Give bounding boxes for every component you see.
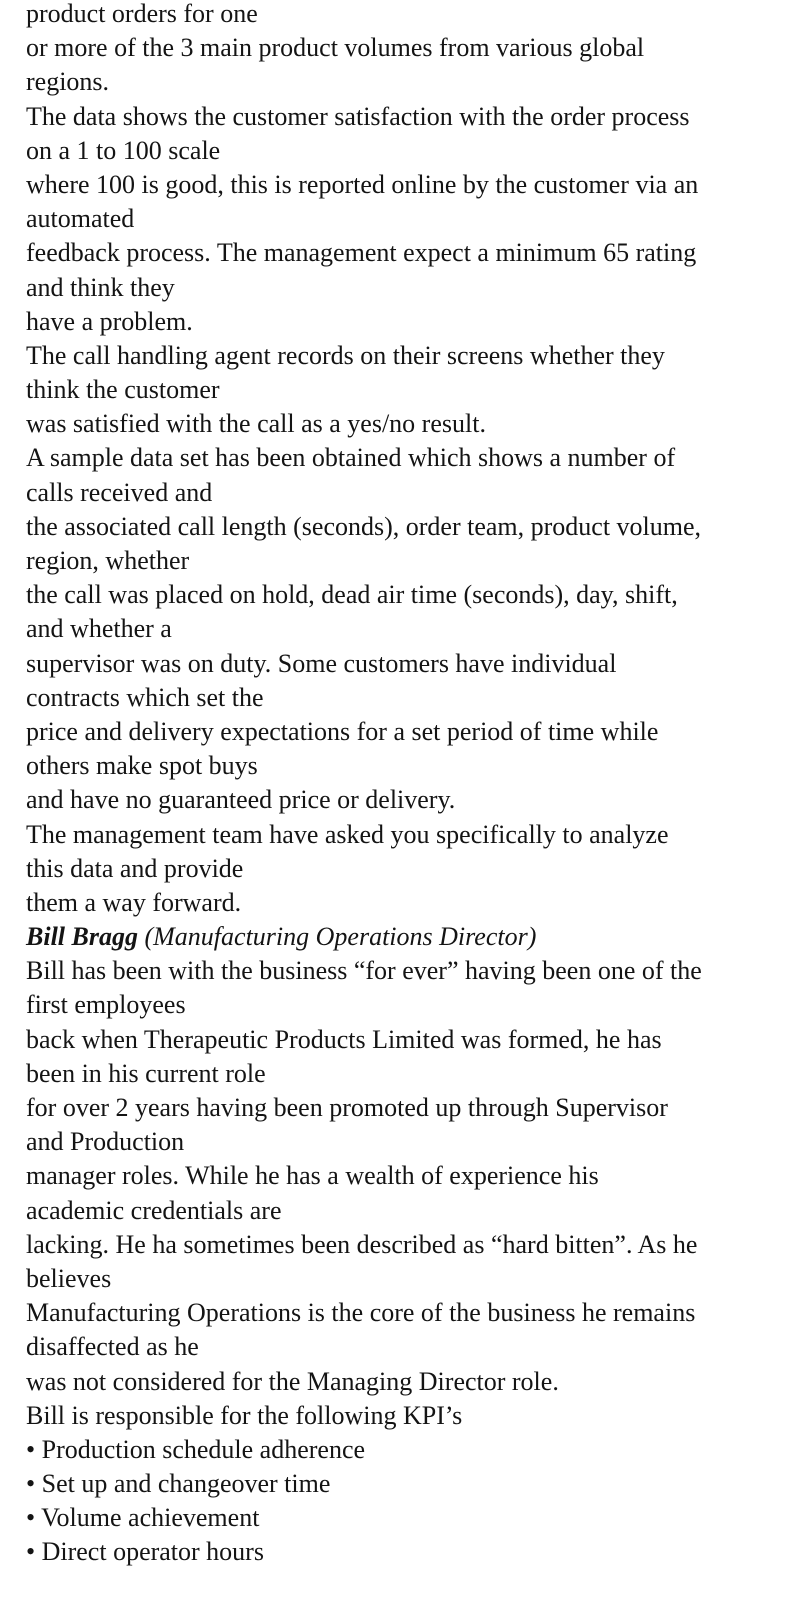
text-line: the call was placed on hold, dead air time (seconds), day, shift,: [26, 580, 678, 610]
text-line: have a problem.: [26, 306, 193, 336]
text-line: and Production: [26, 1127, 185, 1157]
text-line: believes: [26, 1263, 112, 1293]
intro-text: [26, 0, 796, 920]
text-line: Manufacturing Operations is the core of the business he remains: [26, 1298, 696, 1328]
text-line: was satisfied with the call as a yes/no result.: [26, 409, 486, 439]
text-line: back when Therapeutic Products Limited was formed, he has: [26, 1024, 662, 1054]
text-line: and whether a: [26, 614, 172, 644]
text-line: think the customer: [26, 375, 220, 405]
text-line: price and delivery expectations for a set period of time while: [26, 716, 659, 746]
text-line: others make spot buys: [26, 751, 258, 781]
text-line: The management team have asked you specifically to analyze: [26, 819, 669, 849]
text-line: and have no guaranteed price or delivery.: [26, 785, 456, 815]
text-line: been in his current role: [26, 1058, 266, 1088]
text-line: first employees: [26, 990, 186, 1020]
text-line: academic credentials are: [26, 1195, 282, 1225]
text-line: the associated call length (seconds), order team, product volume,: [26, 511, 702, 541]
text-line: product orders for one: [26, 0, 258, 28]
text-line: on a 1 to 100 scale: [26, 135, 221, 165]
text-line: them a way forward.: [26, 887, 242, 917]
text-line: was not considered for the Managing Director role.: [26, 1366, 559, 1396]
text-line: • Set up and changeover time: [26, 1469, 331, 1499]
text-line: Bill has been with the business “for ever” having been one of the: [26, 956, 702, 986]
text-line: where 100 is good, this is reported online by the customer via an: [26, 169, 699, 199]
text-line: and think they: [26, 272, 175, 302]
text-line: supervisor was on duty. Some customers have individual: [26, 648, 617, 678]
profile-text: [26, 954, 796, 1569]
text-line: for over 2 years having been promoted up through Supervisor: [26, 1093, 668, 1122]
text-line: region, whether: [26, 546, 190, 575]
text-line: disaffected as he: [26, 1332, 199, 1362]
text-line: lacking. He ha sometimes been described as “hard bitten”. As he: [26, 1229, 698, 1259]
text-line: regions.: [26, 67, 110, 97]
text-line: manager roles. While he has a wealth of experience his: [26, 1161, 599, 1191]
text-line: • Production schedule adherence: [26, 1434, 366, 1464]
text-line: feedback process. The management expect a minimum 65 rating: [26, 238, 697, 268]
text-line: • Direct operator hours: [26, 1537, 264, 1567]
text-line: automated: [26, 204, 135, 234]
text-line: The call handling agent records on their screens whether they: [26, 340, 665, 370]
text-line: or more of the 3 main product volumes from various global: [26, 33, 645, 63]
document-body: [26, 0, 796, 1570]
profile-heading: [26, 920, 796, 954]
text-line: calls received and: [26, 477, 213, 507]
profile-name: Bill Bragg: [26, 922, 138, 952]
text-line: A sample data set has been obtained which shows a number of: [26, 443, 676, 473]
text-line: The data shows the customer satisfaction with the order process: [26, 101, 690, 131]
text-line: this data and provide: [26, 853, 244, 883]
text-line: contracts which set the: [26, 682, 264, 712]
text-line: Bill is responsible for the following KPI’s: [26, 1400, 463, 1430]
text-line: • Volume achievement: [26, 1503, 260, 1533]
profile-role: (Manufacturing Operations Director): [137, 922, 537, 952]
